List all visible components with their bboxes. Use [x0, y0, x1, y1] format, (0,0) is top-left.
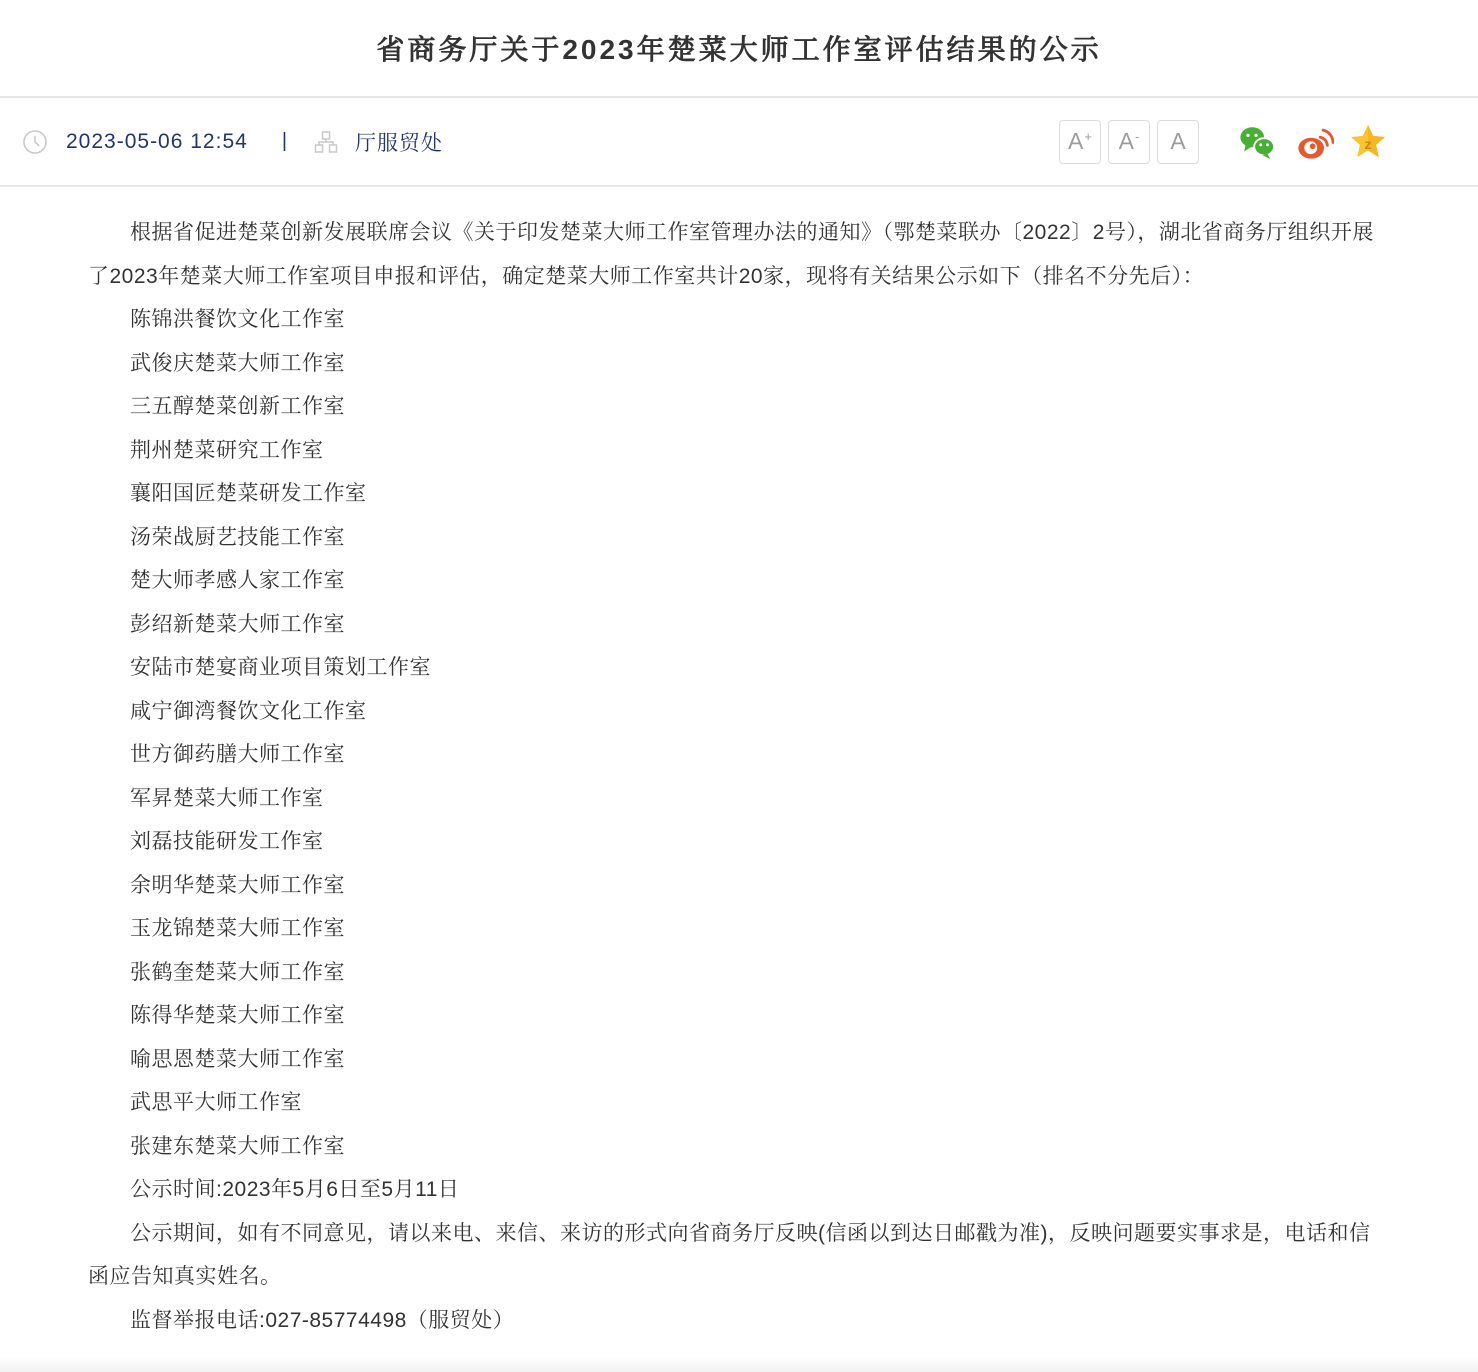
workshop-item: 武俊庆楚菜大师工作室 — [130, 351, 345, 375]
workshop-item: 张建东楚菜大师工作室 — [130, 1134, 345, 1158]
workshop-item: 余明华楚菜大师工作室 — [130, 873, 345, 897]
workshop-item: 武思平大师工作室 — [130, 1091, 302, 1114]
workshop-list — [88, 298, 1390, 1168]
wechat-share-icon[interactable] — [1238, 123, 1276, 161]
meta-right-group — [1059, 120, 1387, 164]
weibo-share-icon[interactable] — [1296, 123, 1334, 161]
plus-sign: + — [1084, 129, 1092, 144]
workshop-item: 楚大师孝感人家工作室 — [130, 569, 345, 592]
meta-bar — [0, 98, 1478, 185]
workshop-item: 汤荣战厨艺技能工作室 — [130, 525, 345, 549]
svg-text:z: z — [1364, 136, 1372, 153]
clock-icon — [22, 129, 48, 155]
feedback-paragraph: 公示期间，如有不同意见，请以来电、来信、来访的形式向省商务厅反映(信函以到达日邮戳为准)，反映问题要实事求是，电话和信函应告知真实姓名。 — [88, 1221, 1371, 1288]
minus-sign: - — [1135, 129, 1140, 144]
hotline: 监督举报电话:027-85774498（服贸处） — [130, 1308, 515, 1332]
workshop-item: 陈得华楚菜大师工作室 — [130, 1004, 345, 1027]
meta-left-group — [22, 127, 443, 157]
workshop-item: 刘磊技能研发工作室 — [130, 830, 324, 853]
publicity-period: 公示时间:2023年5月6日至5月11日 — [130, 1178, 460, 1201]
workshop-item: 军昇楚菜大师工作室 — [130, 786, 324, 810]
workshop-item: 咸宁御湾餐饮文化工作室 — [130, 699, 367, 723]
font-decrease-button[interactable] — [1108, 120, 1150, 164]
qzone-share-icon[interactable] — [1349, 123, 1387, 161]
workshop-item: 荆州楚菜研究工作室 — [130, 438, 324, 462]
font-decrease-label: A — [1118, 128, 1134, 154]
workshop-item: 世方御药膳大师工作室 — [130, 743, 345, 766]
org-structure-icon — [313, 129, 339, 155]
workshop-item: 彭绍新楚菜大师工作室 — [130, 612, 345, 636]
font-reset-button[interactable] — [1157, 120, 1199, 164]
font-increase-button[interactable] — [1059, 120, 1101, 164]
workshop-item: 安陆市楚宴商业项目策划工作室 — [130, 656, 431, 679]
article-body — [0, 187, 1478, 1372]
workshop-item: 陈锦洪餐饮文化工作室 — [130, 308, 345, 331]
intro-paragraph: 根据省促进楚菜创新发展联席会议《关于印发楚菜大师工作室管理办法的通知》（鄂楚菜联办〔2022〕2号），湖北省商务厅组织开展了2023年楚菜大师工作室项目申报和评估，确定楚菜大师工作室共计20家，现将有关结果公示如下（排名不分先后）： — [88, 221, 1374, 288]
meta-separator: | — [281, 130, 288, 152]
workshop-item: 襄阳国匠楚菜研发工作室 — [130, 482, 367, 505]
publish-datetime: 2023-05-06 12:54 — [66, 129, 248, 153]
source-department[interactable]: 厅服贸处 — [355, 131, 444, 155]
workshop-item: 张鹤奎楚菜大师工作室 — [130, 960, 345, 984]
workshop-item: 玉龙锦楚菜大师工作室 — [130, 917, 345, 940]
font-reset-label: A — [1170, 128, 1186, 154]
workshop-item: 三五醇楚菜创新工作室 — [130, 395, 345, 418]
article-header — [0, 0, 1478, 96]
font-increase-label: A — [1068, 128, 1084, 154]
workshop-item: 喻思恩楚菜大师工作室 — [130, 1047, 345, 1071]
page-title: 省商务厅关于2023年楚菜大师工作室评估结果的公示 — [376, 34, 1102, 65]
